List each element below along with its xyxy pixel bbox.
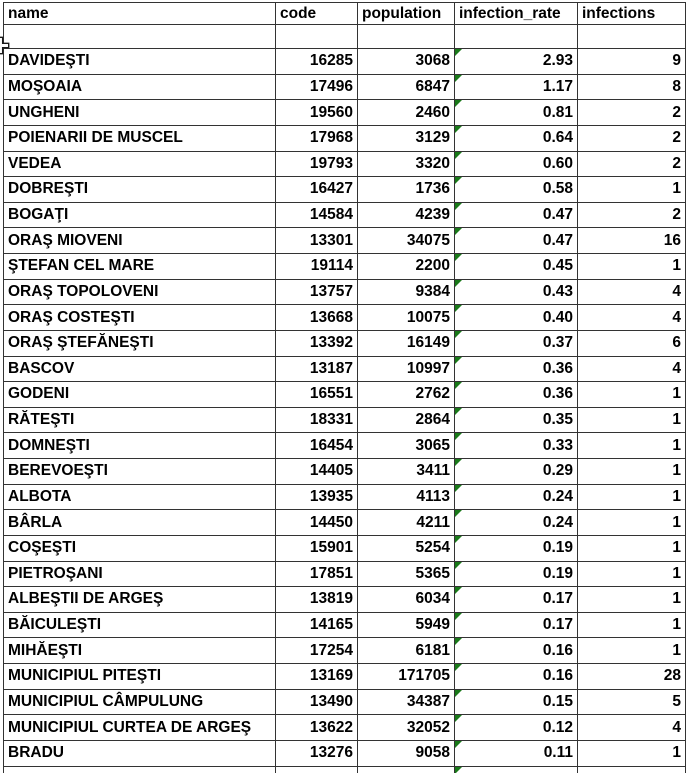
cell-code[interactable]: 16285 [276, 49, 358, 75]
cell-code[interactable]: 17254 [276, 638, 358, 664]
empty-cell[interactable] [276, 25, 358, 49]
empty-cell[interactable] [578, 25, 686, 49]
cell-infection_rate[interactable]: 0.15 [455, 690, 578, 716]
cell-name[interactable]: RĂTEŞTI [4, 408, 276, 434]
cell-infection_rate[interactable]: 0.45 [455, 254, 578, 280]
header-cell-code[interactable]: code [276, 3, 358, 25]
cell-population[interactable]: 3068 [358, 49, 455, 75]
cell-code[interactable]: 14405 [276, 459, 358, 485]
partial-cell-population[interactable] [358, 767, 455, 773]
cell-name[interactable]: MUNICIPIUL CÂMPULUNG [4, 690, 276, 716]
cell-population[interactable]: 32052 [358, 715, 455, 741]
cell-infection_rate[interactable]: 0.36 [455, 357, 578, 383]
cell-population[interactable]: 5254 [358, 536, 455, 562]
header-cell-population[interactable]: population [358, 3, 455, 25]
cell-name[interactable]: COŞEŞTI [4, 536, 276, 562]
cell-infection_rate[interactable]: 0.19 [455, 536, 578, 562]
cell-name[interactable]: ORAŞ COSTEŞTI [4, 305, 276, 331]
cell-name[interactable]: BĂICULEŞTI [4, 613, 276, 639]
cell-infection_rate[interactable]: 0.24 [455, 510, 578, 536]
header-cell-infection-rate[interactable]: infection_rate [455, 3, 578, 25]
cell-infections[interactable]: 16 [578, 228, 686, 254]
cell-infection_rate[interactable]: 0.17 [455, 587, 578, 613]
cell-infections[interactable]: 1 [578, 254, 686, 280]
cell-infections[interactable]: 1 [578, 536, 686, 562]
cell-population[interactable]: 4211 [358, 510, 455, 536]
cell-name[interactable]: MUNICIPIUL CURTEA DE ARGEŞ [4, 715, 276, 741]
cell-name[interactable]: DOMNEŞTI [4, 433, 276, 459]
cell-code[interactable]: 13187 [276, 357, 358, 383]
cell-infections[interactable]: 28 [578, 664, 686, 690]
partial-cell-code[interactable] [276, 767, 358, 773]
cell-infection_rate[interactable]: 0.17 [455, 613, 578, 639]
cell-infections[interactable]: 4 [578, 357, 686, 383]
cell-population[interactable]: 171705 [358, 664, 455, 690]
cell-infections[interactable]: 1 [578, 741, 686, 767]
cell-infection_rate[interactable]: 0.64 [455, 126, 578, 152]
cell-code[interactable]: 16427 [276, 177, 358, 203]
cell-code[interactable]: 14584 [276, 203, 358, 229]
cell-code[interactable]: 14450 [276, 510, 358, 536]
cell-name[interactable]: ALBOTA [4, 485, 276, 511]
cell-population[interactable]: 16149 [358, 331, 455, 357]
cell-name[interactable]: ORAŞ MIOVENI [4, 228, 276, 254]
cell-population[interactable]: 3320 [358, 152, 455, 178]
cell-population[interactable]: 9384 [358, 280, 455, 306]
header-cell-infections[interactable]: infections [578, 3, 686, 25]
cell-code[interactable]: 15901 [276, 536, 358, 562]
cell-infections[interactable]: 6 [578, 331, 686, 357]
cell-code[interactable]: 16454 [276, 433, 358, 459]
cell-infection_rate[interactable]: 0.47 [455, 203, 578, 229]
cell-code[interactable]: 13301 [276, 228, 358, 254]
cell-infections[interactable]: 1 [578, 510, 686, 536]
cell-infection_rate[interactable]: 0.19 [455, 562, 578, 588]
cell-code[interactable]: 13757 [276, 280, 358, 306]
cell-infections[interactable]: 1 [578, 485, 686, 511]
cell-population[interactable]: 6181 [358, 638, 455, 664]
cell-infections[interactable]: 9 [578, 49, 686, 75]
cell-population[interactable]: 10997 [358, 357, 455, 383]
cell-population[interactable]: 1736 [358, 177, 455, 203]
cell-infections[interactable]: 1 [578, 587, 686, 613]
cell-code[interactable]: 13276 [276, 741, 358, 767]
cell-infections[interactable]: 1 [578, 613, 686, 639]
cell-code[interactable]: 17851 [276, 562, 358, 588]
cell-infection_rate[interactable]: 2.93 [455, 49, 578, 75]
cell-cursor-icon [0, 36, 10, 55]
cell-infection_rate[interactable]: 0.40 [455, 305, 578, 331]
cell-population[interactable]: 34075 [358, 228, 455, 254]
cell-infections[interactable]: 4 [578, 715, 686, 741]
cell-name[interactable]: ŞTEFAN CEL MARE [4, 254, 276, 280]
cell-infection_rate[interactable]: 0.16 [455, 664, 578, 690]
cell-code[interactable]: 17968 [276, 126, 358, 152]
cell-name[interactable]: ALBEŞTII DE ARGEŞ [4, 587, 276, 613]
cell-infection_rate[interactable]: 0.60 [455, 152, 578, 178]
cell-population[interactable]: 3129 [358, 126, 455, 152]
cell-infections[interactable]: 1 [578, 562, 686, 588]
cell-name[interactable]: BOGAŢI [4, 203, 276, 229]
cell-code[interactable]: 19114 [276, 254, 358, 280]
cell-infections[interactable]: 2 [578, 152, 686, 178]
cell-infection_rate[interactable]: 0.81 [455, 100, 578, 126]
cell-population[interactable]: 4239 [358, 203, 455, 229]
cell-infection_rate[interactable]: 0.12 [455, 715, 578, 741]
cell-infections[interactable]: 1 [578, 408, 686, 434]
cell-population[interactable]: 2864 [358, 408, 455, 434]
cell-infection_rate[interactable]: 0.37 [455, 331, 578, 357]
cell-infection_rate[interactable]: 0.43 [455, 280, 578, 306]
cell-infection_rate[interactable]: 0.33 [455, 433, 578, 459]
cell-code[interactable]: 13819 [276, 587, 358, 613]
cell-code[interactable]: 13668 [276, 305, 358, 331]
cell-name[interactable]: MUNICIPIUL PITEŞTI [4, 664, 276, 690]
partial-cell-name[interactable] [4, 767, 276, 773]
cell-infections[interactable]: 4 [578, 280, 686, 306]
cell-population[interactable]: 9058 [358, 741, 455, 767]
cell-name[interactable]: MIHĂEŞTI [4, 638, 276, 664]
cell-infections[interactable]: 2 [578, 100, 686, 126]
cell-infection_rate[interactable]: 0.11 [455, 741, 578, 767]
cell-population[interactable]: 5365 [358, 562, 455, 588]
cell-name[interactable]: BRADU [4, 741, 276, 767]
cell-infections[interactable]: 2 [578, 126, 686, 152]
cell-code[interactable]: 13169 [276, 664, 358, 690]
cell-infection_rate[interactable]: 0.35 [455, 408, 578, 434]
cell-name[interactable]: VEDEA [4, 152, 276, 178]
cell-name[interactable]: ORAŞ TOPOLOVENI [4, 280, 276, 306]
cell-code[interactable]: 17496 [276, 75, 358, 101]
cell-code[interactable]: 16551 [276, 382, 358, 408]
data-table [3, 2, 686, 773]
cell-name[interactable]: POIENARII DE MUSCEL [4, 126, 276, 152]
cell-infections[interactable]: 1 [578, 433, 686, 459]
cell-infection_rate[interactable]: 0.36 [455, 382, 578, 408]
cell-code[interactable]: 13935 [276, 485, 358, 511]
cell-population[interactable]: 34387 [358, 690, 455, 716]
cell-population[interactable]: 2200 [358, 254, 455, 280]
cell-infection_rate[interactable]: 0.24 [455, 485, 578, 511]
cell-population[interactable]: 10075 [358, 305, 455, 331]
cell-population[interactable]: 5949 [358, 613, 455, 639]
cell-code[interactable]: 13490 [276, 690, 358, 716]
empty-cell[interactable] [4, 25, 276, 49]
cell-name[interactable]: DAVIDEŞTI [4, 49, 276, 75]
partial-cell-infection_rate[interactable] [455, 767, 578, 773]
cell-infections[interactable]: 2 [578, 203, 686, 229]
cell-infections[interactable]: 8 [578, 75, 686, 101]
cell-population[interactable]: 6034 [358, 587, 455, 613]
cell-code[interactable]: 13392 [276, 331, 358, 357]
cell-name[interactable]: DOBREŞTI [4, 177, 276, 203]
cell-infection_rate[interactable]: 0.29 [455, 459, 578, 485]
cell-name[interactable]: PIETROŞANI [4, 562, 276, 588]
cell-infection_rate[interactable]: 1.17 [455, 75, 578, 101]
cell-name[interactable]: MOŞOAIA [4, 75, 276, 101]
cell-code[interactable]: 13622 [276, 715, 358, 741]
empty-cell[interactable] [455, 25, 578, 49]
cell-infections[interactable]: 1 [578, 638, 686, 664]
cell-population[interactable]: 3065 [358, 433, 455, 459]
header-cell-name[interactable]: name [4, 3, 276, 25]
cell-name[interactable]: ORAŞ ŞTEFĂNEŞTI [4, 331, 276, 357]
cell-name[interactable]: BÂRLA [4, 510, 276, 536]
cell-infections[interactable]: 5 [578, 690, 686, 716]
cell-population[interactable]: 3411 [358, 459, 455, 485]
cell-population[interactable]: 4113 [358, 485, 455, 511]
cell-name[interactable]: BASCOV [4, 357, 276, 383]
cell-code[interactable]: 14165 [276, 613, 358, 639]
cell-population[interactable]: 2460 [358, 100, 455, 126]
cell-infections[interactable]: 4 [578, 305, 686, 331]
cell-code[interactable]: 18331 [276, 408, 358, 434]
cell-infections[interactable]: 1 [578, 382, 686, 408]
cell-code[interactable]: 19560 [276, 100, 358, 126]
empty-cell[interactable] [358, 25, 455, 49]
cell-infections[interactable]: 1 [578, 459, 686, 485]
cell-infection_rate[interactable]: 0.47 [455, 228, 578, 254]
cell-name[interactable]: UNGHENI [4, 100, 276, 126]
partial-cell-infections[interactable] [578, 767, 686, 773]
cell-population[interactable]: 6847 [358, 75, 455, 101]
cell-infection_rate[interactable]: 0.16 [455, 638, 578, 664]
cell-code[interactable]: 19793 [276, 152, 358, 178]
cell-population[interactable]: 2762 [358, 382, 455, 408]
cell-infection_rate[interactable]: 0.58 [455, 177, 578, 203]
cell-name[interactable]: GODENI [4, 382, 276, 408]
cell-name[interactable]: BEREVOEŞTI [4, 459, 276, 485]
cell-infections[interactable]: 1 [578, 177, 686, 203]
